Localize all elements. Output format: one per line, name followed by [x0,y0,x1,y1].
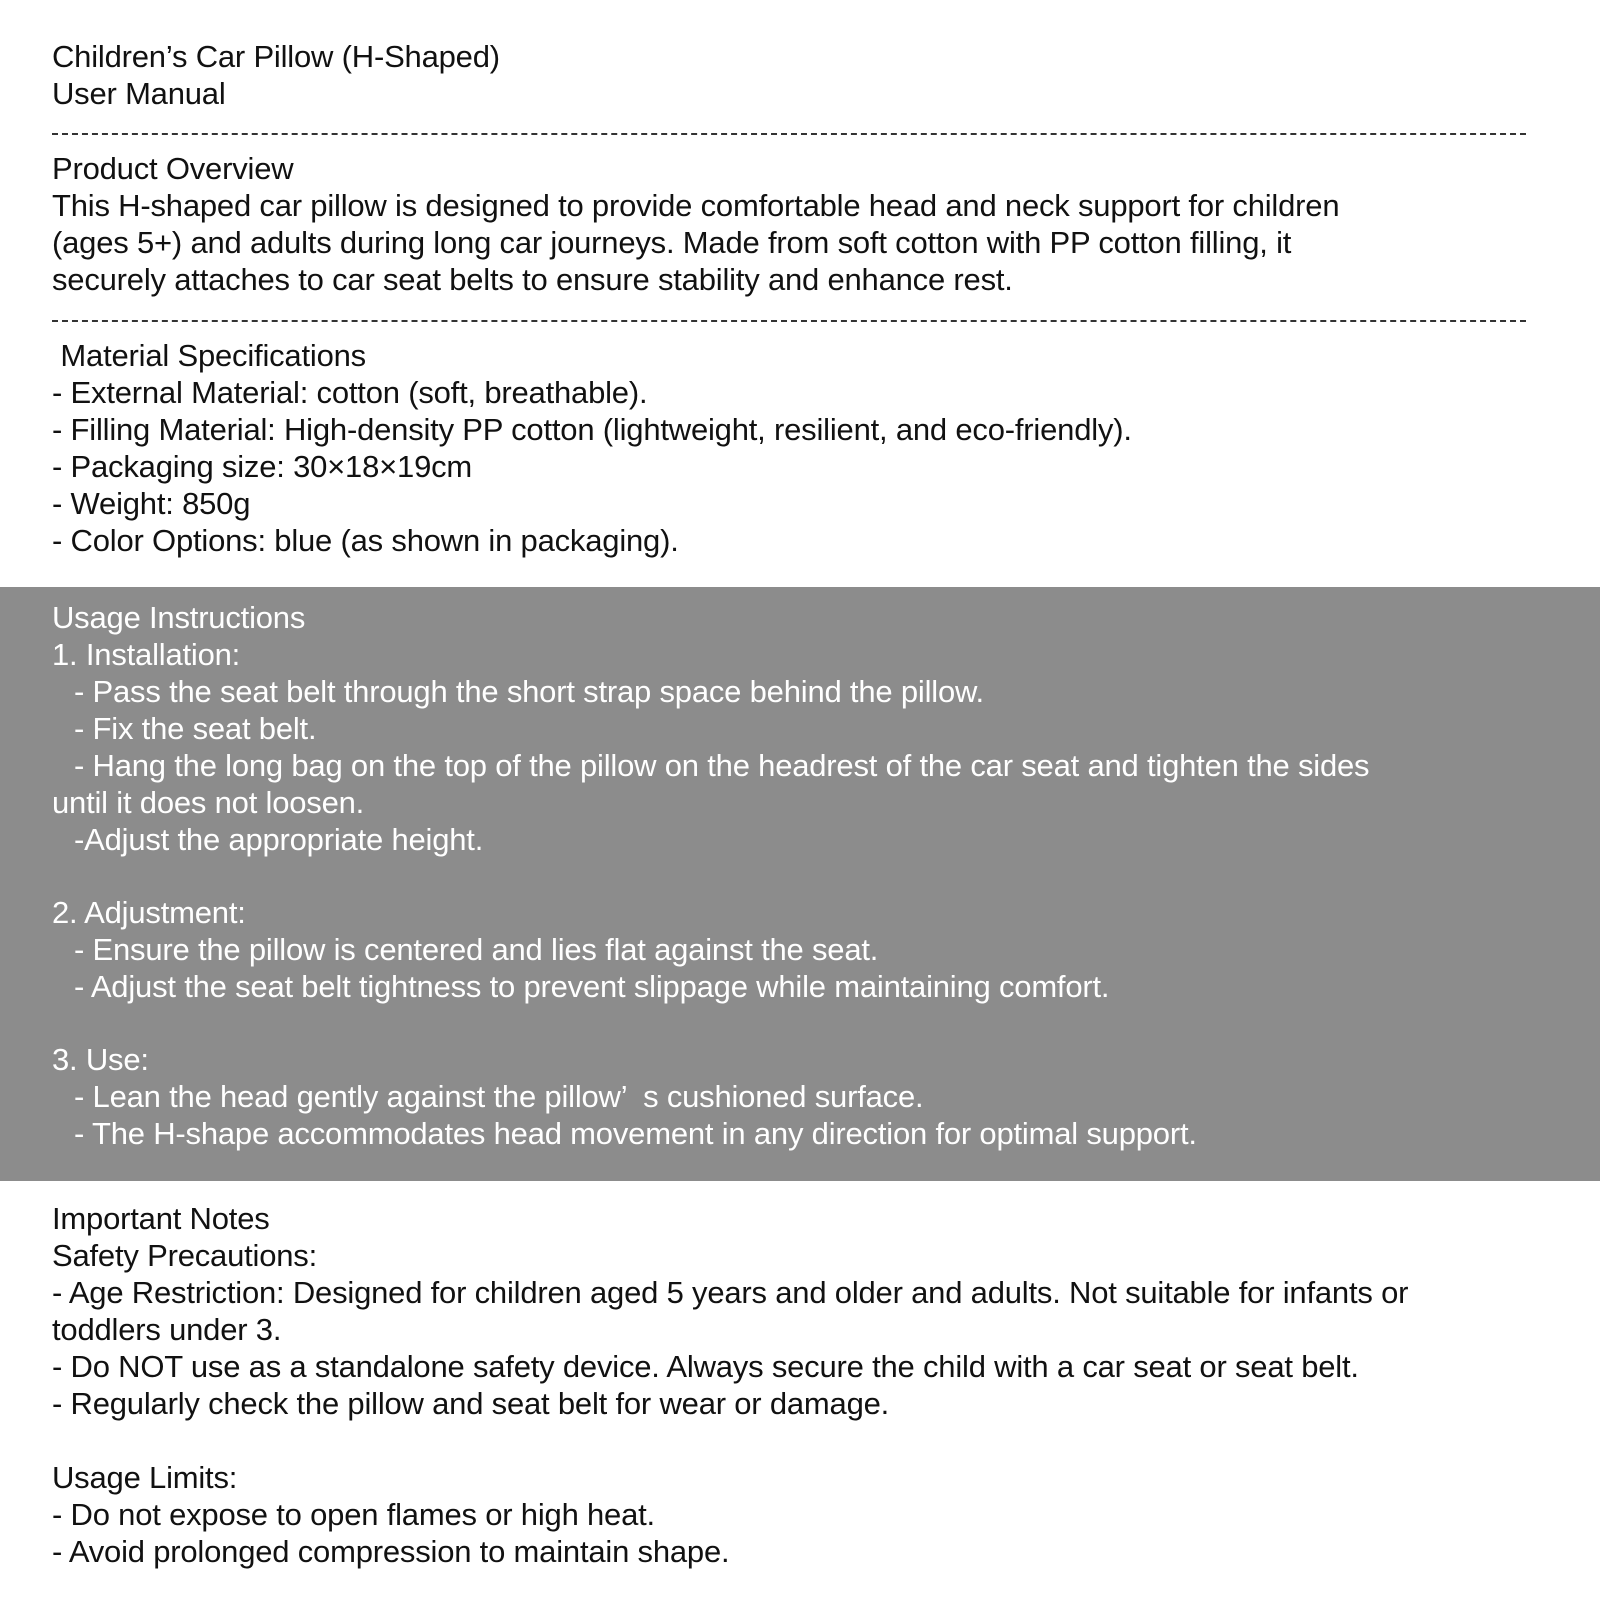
overview-line: (ages 5+) and adults during long car journeys. Made from soft cotton with PP cotton filling, it [52,225,1292,260]
safety-item: toddlers under 3. [52,1312,282,1347]
safety-item: - Regularly check the pillow and seat belt for wear or damage. [52,1386,890,1421]
installation-item: - Fix the seat belt. [74,711,317,746]
materials-item: - External Material: cotton (soft, breathable). [52,375,648,410]
limits-title: Usage Limits: [52,1460,238,1495]
adjustment-title: 2. Adjustment: [52,895,246,930]
manual-title: Children’s Car Pillow (H-Shaped) [52,39,500,74]
overview-line: securely attaches to car seat belts to ensure stability and enhance rest. [52,262,1013,297]
adjustment-item: - Adjust the seat belt tightness to prevent slippage while maintaining comfort. [74,969,1110,1004]
materials-heading: Material Specifications [52,338,366,373]
usage-instructions-band [0,587,1600,1181]
materials-item: - Color Options: blue (as shown in packaging). [52,523,679,558]
limits-item: - Avoid prolonged compression to maintain shape. [52,1534,730,1569]
usage-heading: Usage Instructions [52,600,306,635]
limits-item: - Do not expose to open flames or high heat. [52,1497,655,1532]
installation-item: until it does not loosen. [52,785,365,820]
adjustment-item: - Ensure the pillow is centered and lies flat against the seat. [74,932,879,967]
overview-line: This H-shaped car pillow is designed to provide comfortable head and neck support for children [52,188,1340,223]
use-item: - Lean the head gently against the pillow’ s cushioned surface. [74,1079,924,1114]
materials-item: - Weight: 850g [52,486,251,521]
manual-subtitle: User Manual [52,76,226,111]
installation-item: - Pass the seat belt through the short strap space behind the pillow. [74,674,984,709]
divider-middle [52,320,1526,322]
installation-item: - Hang the long bag on the top of the pillow on the headrest of the car seat and tighten the sides [74,748,1370,783]
safety-title: Safety Precautions: [52,1238,318,1273]
materials-item: - Packaging size: 30×18×19cm [52,449,473,484]
installation-title: 1. Installation: [52,637,241,672]
use-title: 3. Use: [52,1042,149,1077]
overview-heading: Product Overview [52,151,294,186]
materials-item: - Filling Material: High-density PP cotton (lightweight, resilient, and eco-friendly). [52,412,1132,447]
safety-item: - Do NOT use as a standalone safety device. Always secure the child with a car seat or seat belt. [52,1349,1359,1384]
use-item: - The H-shape accommodates head movement in any direction for optimal support. [74,1116,1197,1151]
divider-top [52,133,1526,135]
notes-heading: Important Notes [52,1201,270,1236]
installation-item: -Adjust the appropriate height. [74,822,484,857]
safety-item: - Age Restriction: Designed for children aged 5 years and older and adults. Not suitable for infants or [52,1275,1409,1310]
